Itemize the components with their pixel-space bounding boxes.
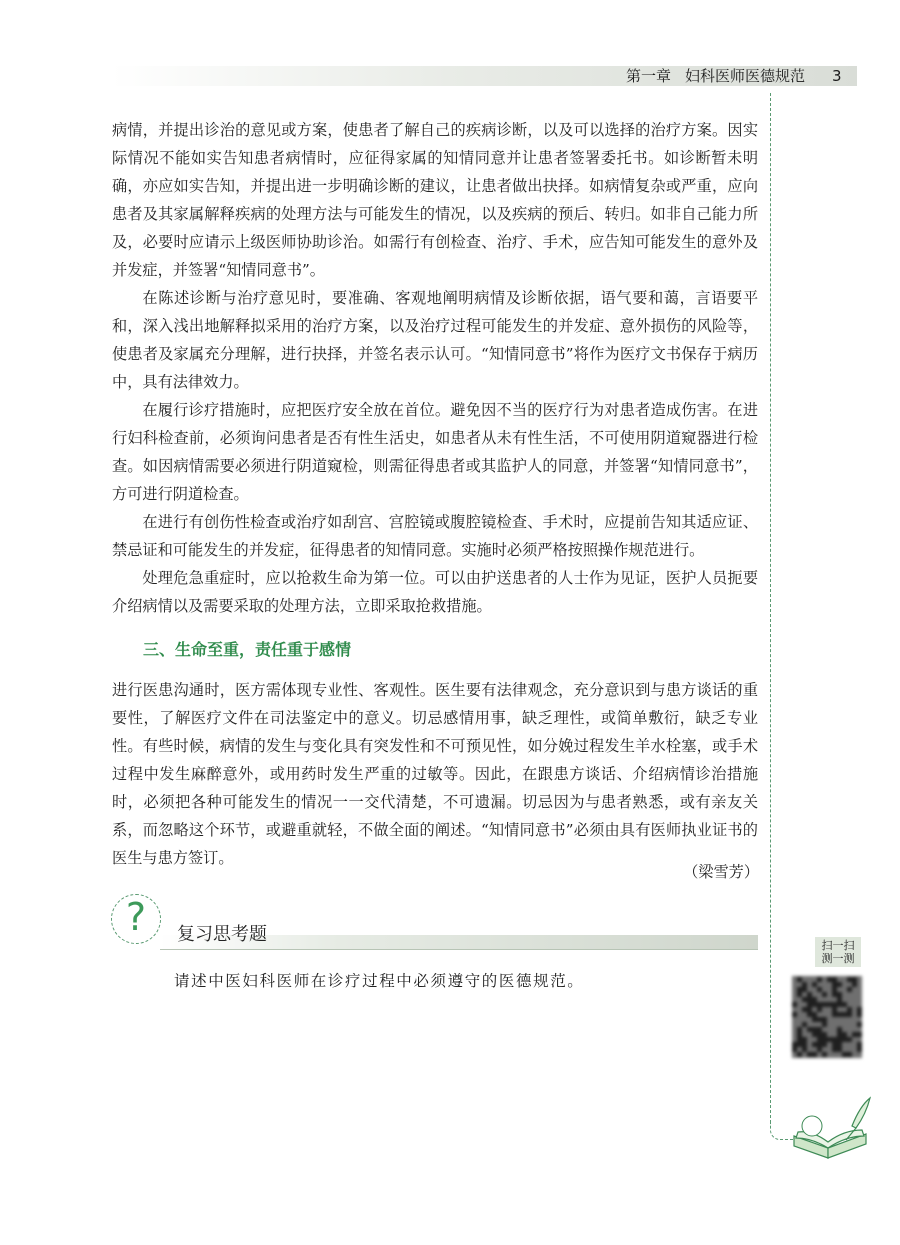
paragraph: 在进行有创伤性检查或治疗如刮宫、宫腔镜或腹腔镜检查、手术时，应提前告知其适应证、禁忌证和可能发生的并发症，征得患者的知情同意。实施时必须严格按照操作规范进行。 bbox=[112, 513, 758, 559]
qr-module bbox=[812, 1052, 817, 1057]
chapter-title: 妇科医师医德规范 bbox=[684, 67, 805, 85]
qr-module bbox=[822, 1042, 827, 1047]
paragraph: 病情，并提出诊治的意见或方案，使患者了解自己的疾病诊断，以及可以选择的治疗方案。因实际情况不能如实告知患者病情时，应征得家属的知情同意并让患者签署委托书。如诊断暂未明确，亦应如实告知，并提出进一步明确诊断的建议，让患者做出抉择。如病情复杂或严重，应向患者及其家属解释疾病的处理方法与可能发生的情况，以及疾病的预后、转归。如非自己能力所及，必要时应请示上级医师协助诊治。如需行有创检查、治疗、手术，应告知可能发生的意外及并发症，并签署“知情同意书”。 bbox=[112, 121, 758, 279]
paragraph: 进行医患沟通时，医方需体现专业性、客观性。医生要有法律观念，充分意识到与患方谈话的重要性，了解医疗文件在司法鉴定中的意义。切忌感情用事，缺乏理性，或简单敷衍，缺乏专业性。有些时候，病情的发生与变化具有突发性和不可预见性，如分娩过程发生羊水栓塞，或手术过程中发生麻醉意外，或用药时发生严重的过敏等。因此，在跟患方谈话、介绍病情诊治措施时，必须把各种可能发生的情况一一交代清楚，不可遗漏。切忌因为与患者熟悉，或有亲友关系，而忽略这个环节，或避重就轻，不做全面的阐述。“知情同意书”必须由具有医师执业证书的医生与患方签订。 bbox=[112, 681, 758, 867]
review-question: 请述中医妇科医师在诊疗过程中必须遵守的医德规范。 bbox=[174, 972, 585, 990]
body-text bbox=[112, 116, 758, 620]
section-body bbox=[112, 676, 758, 872]
paragraph: 处理危急重症时，应以抢救生命为第一位。可以由护送患者的人士作为见证，医护人员扼要介绍病情以及需要采取的处理方法，立即采取抢救措施。 bbox=[112, 569, 758, 615]
qr-module bbox=[857, 1022, 862, 1027]
scan-label-line1: 扫一扫 bbox=[821, 939, 855, 952]
scan-label bbox=[815, 937, 861, 967]
qr-module bbox=[847, 987, 852, 992]
scan-label-line2: 测一测 bbox=[821, 952, 855, 965]
qr-module bbox=[847, 1012, 852, 1017]
qr-module bbox=[847, 1052, 852, 1057]
margin-rule bbox=[770, 93, 771, 1123]
page-number: 3 bbox=[832, 67, 842, 85]
paragraph: 在履行诊疗措施时，应把医疗安全放在首位。避免因不当的医疗行为对患者造成伤害。在进行妇科检查前，必须询问患者是否有性生活史，如患者从未有性生活，不可使用阴道窥器进行检查。如因病情需要必须进行阴道窥检，则需征得患者或其监护人的同意，并签署“知情同意书”，方可进行阴道检查。 bbox=[112, 401, 758, 503]
review-title-underline bbox=[160, 949, 758, 950]
qr-module bbox=[817, 1007, 822, 1012]
qr-module bbox=[857, 1012, 862, 1017]
review-title: 复习思考题 bbox=[177, 924, 267, 945]
qr-module bbox=[792, 1012, 797, 1017]
qr-module bbox=[822, 1022, 827, 1027]
author-credit: （梁雪芳） bbox=[683, 863, 759, 881]
qr-module bbox=[822, 1052, 827, 1057]
qr-code-icon[interactable] bbox=[792, 976, 862, 1058]
qr-module bbox=[817, 977, 822, 982]
qr-module bbox=[857, 1032, 862, 1037]
qr-module bbox=[852, 982, 857, 987]
chapter-label: 第一章 bbox=[625, 67, 671, 85]
book-quill-icon bbox=[790, 1096, 872, 1162]
qr-module bbox=[792, 1002, 797, 1007]
paragraph: 在陈述诊断与治疗意见时，要准确、客观地阐明病情及诊断依据，语气要和蔼，言语要平和，深入浅出地解释拟采用的治疗方案，以及治疗过程可能发生的并发症、意外损伤的风险等，使患者及家属充分理解，进行抉择，并签名表示认可。“知情同意书”将作为医疗文书保存于病历中，具有法律效力。 bbox=[112, 289, 758, 391]
qr-module bbox=[797, 1052, 802, 1057]
qr-module bbox=[847, 1037, 852, 1042]
question-mark-icon: ? bbox=[125, 895, 147, 939]
qr-module bbox=[837, 982, 842, 987]
qr-module bbox=[822, 992, 827, 997]
section-heading: 三、生命至重，责任重于感情 bbox=[143, 640, 352, 659]
qr-module bbox=[857, 1047, 862, 1052]
running-header bbox=[626, 66, 805, 86]
